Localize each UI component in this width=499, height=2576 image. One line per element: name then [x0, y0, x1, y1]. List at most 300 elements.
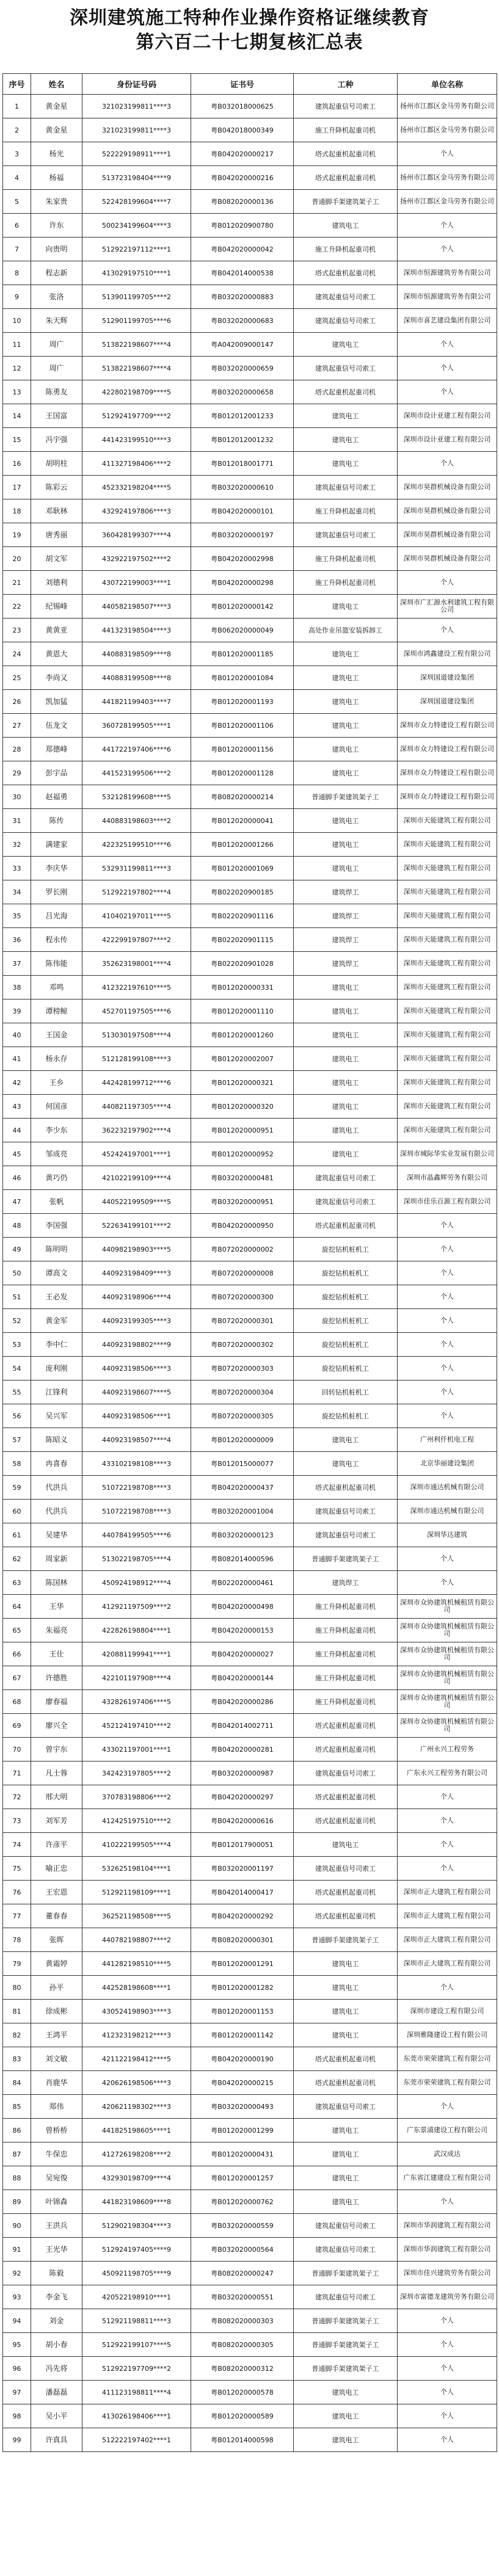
- cell-job-type: 旋挖钻机桩机工: [294, 1238, 398, 1261]
- cell-id-number: 321023199811****3: [82, 95, 191, 118]
- cell-unit-name: 深圳国道建设集团: [398, 666, 497, 690]
- table-row: [3, 1452, 497, 1476]
- cell-job-type: 建筑起重信号司索工: [294, 476, 398, 499]
- cell-id-number: 440784199505****6: [82, 1523, 191, 1547]
- table-row: [3, 285, 497, 309]
- cell-id-number: 452424197001****1: [82, 1142, 191, 1166]
- cell-unit-name: 深圳市设计亚建工程有限公司: [398, 404, 497, 428]
- cell-id-number: 432930198709****4: [82, 2166, 191, 2190]
- cell-id-number: 513723198404****9: [82, 166, 191, 190]
- cell-job-type: 施工升降机起重司机: [294, 238, 398, 261]
- cell-job-type: 旋挖钻机桩机工: [294, 1333, 398, 1357]
- cell-name: 陈伟能: [31, 952, 82, 976]
- cell-certificate-number: 粤B012020000320: [191, 1095, 294, 1119]
- cell-name: 朱福亮: [31, 1619, 82, 1642]
- cell-certificate-number: 粤B022020900185: [191, 880, 294, 904]
- cell-seq: 22: [3, 595, 31, 619]
- table-row: [3, 261, 497, 285]
- cell-job-type: 建筑电工: [294, 1428, 398, 1452]
- cell-name: 王国富: [31, 404, 82, 428]
- cell-seq: 67: [3, 1666, 31, 1690]
- cell-unit-name: 深圳市天能建筑工程有限公司: [398, 1095, 497, 1119]
- cell-name: 彭宇品: [31, 761, 82, 785]
- cell-id-number: 512922197709****2: [82, 2357, 191, 2381]
- cell-seq: 94: [3, 2309, 31, 2333]
- cell-seq: 35: [3, 904, 31, 928]
- cell-job-type: 建筑电工: [294, 1071, 398, 1095]
- cell-job-type: 建筑电工: [294, 1833, 398, 1857]
- table-row: [3, 2047, 497, 2071]
- cell-id-number: 452124197410****2: [82, 1714, 191, 1738]
- table-row: [3, 1000, 497, 1023]
- cell-job-type: 回转钻机桩机工: [294, 1381, 398, 1404]
- cell-job-type: 建筑电工: [294, 1142, 398, 1166]
- cell-unit-name: 深圳市天能建筑工程有限公司: [398, 1071, 497, 1095]
- cell-id-number: 440923199305****3: [82, 1309, 191, 1333]
- cell-name: 王鸿平: [31, 2023, 82, 2047]
- cell-certificate-number: 粤B012020001156: [191, 738, 294, 761]
- cell-unit-name: 深圳华达建筑: [398, 1523, 497, 1547]
- cell-certificate-number: 粤B032020000987: [191, 1761, 294, 1785]
- cell-id-number: 422802198709****5: [82, 380, 191, 404]
- cell-name: 冉喜春: [31, 1452, 82, 1476]
- cell-seq: 78: [3, 1928, 31, 1952]
- cell-certificate-number: 粤B072020000302: [191, 1333, 294, 1357]
- cell-name: 许真具: [31, 2428, 82, 2452]
- cell-certificate-number: 粤B072020000008: [191, 1261, 294, 1285]
- cell-job-type: 建筑起重信号司索工: [294, 2095, 398, 2119]
- cell-job-type: 施工升降机起重司机: [294, 1595, 398, 1619]
- cell-seq: 6: [3, 214, 31, 238]
- cell-unit-name: 个人: [398, 1833, 497, 1857]
- table-row: [3, 2309, 497, 2333]
- page-title: 深圳建筑施工特种作业操作资格证继续教育: [70, 7, 429, 29]
- cell-job-type: 建筑焊工: [294, 1571, 398, 1595]
- cell-unit-name: 个人: [398, 1333, 497, 1357]
- table-row: [3, 214, 497, 238]
- table-row: [3, 1761, 497, 1785]
- cell-certificate-number: 粤B042020000215: [191, 2071, 294, 2095]
- table-row: [3, 809, 497, 833]
- table-row: [3, 309, 497, 333]
- cell-certificate-number: 粤B042020000950: [191, 1214, 294, 1238]
- cell-job-type: 普通脚手架建筑架子工: [294, 2309, 398, 2333]
- cell-unit-name: 个人: [398, 2357, 497, 2381]
- table-row: [3, 1785, 497, 1809]
- cell-name: 陈勇友: [31, 380, 82, 404]
- cell-unit-name: 深圳市富德龙建筑劳务有限公司: [398, 2285, 497, 2309]
- cell-name: 牛保忠: [31, 2142, 82, 2166]
- table-row: [3, 333, 497, 357]
- cell-name: 张帆: [31, 1190, 82, 1214]
- table-row: [3, 118, 497, 142]
- table-row: [3, 1500, 497, 1523]
- table-row: [3, 1357, 497, 1381]
- cell-job-type: 普通脚手架建筑架子工: [294, 1928, 398, 1952]
- cell-certificate-number: 粤B042020000292: [191, 1904, 294, 1928]
- cell-job-type: 普通脚手架建筑架子工: [294, 190, 398, 214]
- cell-certificate-number: 粤B062020000049: [191, 619, 294, 642]
- cell-name: 何国彦: [31, 1095, 82, 1119]
- table-header-row: [3, 74, 497, 95]
- cell-id-number: 422325199510****6: [82, 833, 191, 857]
- cell-seq: 58: [3, 1452, 31, 1476]
- cell-unit-name: 广州永兴工程劳务: [398, 1738, 497, 1761]
- cell-certificate-number: 粤B012018001771: [191, 452, 294, 476]
- cell-name: 李金飞: [31, 2285, 82, 2309]
- cell-name: 许东: [31, 214, 82, 238]
- cell-id-number: 440982198903****5: [82, 1238, 191, 1261]
- cell-unit-name: 深圳市设计亚建工程有限公司: [398, 428, 497, 452]
- cell-certificate-number: 粤B012020000331: [191, 976, 294, 1000]
- cell-name: 程志新: [31, 261, 82, 285]
- cell-unit-name: 个人: [398, 238, 497, 261]
- table-row: [3, 523, 497, 547]
- cell-unit-name: 深圳市昊群机械设备有限公司: [398, 547, 497, 571]
- cell-unit-name: 深圳市天能建筑工程有限公司: [398, 880, 497, 904]
- cell-id-number: 412921197509****2: [82, 1595, 191, 1619]
- cell-seq: 80: [3, 1976, 31, 2000]
- cell-seq: 37: [3, 952, 31, 976]
- cell-id-number: 440923198506****3: [82, 1357, 191, 1381]
- cell-seq: 89: [3, 2190, 31, 2214]
- cell-certificate-number: 粤B032020000951: [191, 1190, 294, 1214]
- cell-certificate-number: 粤B022020901116: [191, 904, 294, 928]
- table-row: [3, 2381, 497, 2404]
- cell-name: 唐秀丽: [31, 523, 82, 547]
- cell-name: 邢大明: [31, 1785, 82, 1809]
- header-job-type: 工种: [294, 74, 398, 95]
- cell-id-number: 342423197805****2: [82, 1761, 191, 1785]
- cell-unit-name: 个人: [398, 1857, 497, 1881]
- cell-seq: 68: [3, 1690, 31, 1714]
- cell-id-number: 412323198212****3: [82, 2023, 191, 2047]
- cell-job-type: 塔式起重机起重司机: [294, 166, 398, 190]
- cell-certificate-number: 粤B012020000321: [191, 1071, 294, 1095]
- cell-unit-name: 个人: [398, 1785, 497, 1809]
- cell-seq: 18: [3, 499, 31, 523]
- table-row: [3, 1095, 497, 1119]
- cell-seq: 29: [3, 761, 31, 785]
- cell-id-number: 412726198208****2: [82, 2142, 191, 2166]
- cell-seq: 69: [3, 1714, 31, 1738]
- cell-name: 刘文敏: [31, 2047, 82, 2071]
- cell-job-type: 施工升降机起重司机: [294, 118, 398, 142]
- cell-unit-name: 深圳市天能建筑工程有限公司: [398, 1000, 497, 1023]
- table-row: [3, 1476, 497, 1500]
- cell-name: 张晖: [31, 1928, 82, 1952]
- cell-id-number: 512901199705****6: [82, 309, 191, 333]
- cell-certificate-number: 粤B042020000298: [191, 571, 294, 595]
- cell-certificate-number: 粤B012020900780: [191, 214, 294, 238]
- cell-job-type: 建筑电工: [294, 666, 398, 690]
- cell-job-type: 建筑电工: [294, 1452, 398, 1476]
- cell-name: 郑伟: [31, 2095, 82, 2119]
- cell-unit-name: 深圳市众力特建设工程有限公司: [398, 785, 497, 809]
- cell-id-number: 522634199101****2: [82, 1214, 191, 1238]
- cell-certificate-number: 粤B042020000217: [191, 142, 294, 166]
- cell-unit-name: 个人: [398, 214, 497, 238]
- cell-id-number: 432922197502****2: [82, 547, 191, 571]
- cell-job-type: 建筑电工: [294, 2381, 398, 2404]
- cell-job-type: 塔式起重机起重司机: [294, 1476, 398, 1500]
- table-row: [3, 1047, 497, 1071]
- cell-certificate-number: 粤B012020000762: [191, 2190, 294, 2214]
- cell-id-number: 421122198412****5: [82, 2047, 191, 2071]
- table-row: [3, 380, 497, 404]
- table-row: [3, 2119, 497, 2142]
- cell-seq: 34: [3, 880, 31, 904]
- cell-id-number: 500234199604****3: [82, 214, 191, 238]
- cell-name: 陈国林: [31, 1571, 82, 1595]
- cell-seq: 48: [3, 1214, 31, 1238]
- cell-certificate-number: 粤B042020000498: [191, 1595, 294, 1619]
- cell-id-number: 420621198302****3: [82, 2095, 191, 2119]
- cell-unit-name: 扬州市江都区金马劳务有限公司: [398, 166, 497, 190]
- cell-id-number: 433021197001****1: [82, 1738, 191, 1761]
- cell-unit-name: 深圳市天能建筑工程有限公司: [398, 833, 497, 857]
- cell-unit-name: 深圳市佳乐百源工程有限公司: [398, 1190, 497, 1214]
- cell-unit-name: 深圳市恒源建筑劳务有限公司: [398, 285, 497, 309]
- cell-certificate-number: 粤B012020001282: [191, 1976, 294, 2000]
- cell-job-type: 施工升降机起重司机: [294, 571, 398, 595]
- cell-seq: 10: [3, 309, 31, 333]
- cell-unit-name: 深圳市城际华实业发展有限公司: [398, 1142, 497, 1166]
- cell-id-number: 522428199604****7: [82, 190, 191, 214]
- cell-id-number: 440923198802****9: [82, 1333, 191, 1357]
- cell-unit-name: 东莞市荣荣建筑工程有限公司: [398, 2071, 497, 2095]
- table-row: [3, 904, 497, 928]
- cell-unit-name: 深圳市喜艺建设集团有限公司: [398, 309, 497, 333]
- cell-id-number: 441523199506****2: [82, 761, 191, 785]
- cell-unit-name: 个人: [398, 2190, 497, 2214]
- cell-name: 朱家贵: [31, 190, 82, 214]
- cell-job-type: 建筑起重信号司索工: [294, 285, 398, 309]
- cell-certificate-number: 粤B082020000136: [191, 190, 294, 214]
- cell-job-type: 建筑起重信号司索工: [294, 1523, 398, 1547]
- cell-id-number: 440522199509****5: [82, 1190, 191, 1214]
- cell-job-type: 建筑电工: [294, 1000, 398, 1023]
- cell-id-number: 512222197402****1: [82, 2428, 191, 2452]
- cell-seq: 61: [3, 1523, 31, 1547]
- cell-certificate-number: 粤B012020001257: [191, 2166, 294, 2190]
- cell-job-type: 建筑电工: [294, 214, 398, 238]
- table-row: [3, 1119, 497, 1142]
- cell-seq: 27: [3, 714, 31, 738]
- cell-certificate-number: 粤B012020001291: [191, 1952, 294, 1976]
- cell-unit-name: 个人: [398, 1571, 497, 1595]
- cell-unit-name: 深圳市恒源建筑劳务有限公司: [398, 261, 497, 285]
- cell-id-number: 441821199403****7: [82, 690, 191, 714]
- cell-unit-name: 个人: [398, 1381, 497, 1404]
- cell-job-type: 塔式起重机起重司机: [294, 1714, 398, 1738]
- cell-certificate-number: 粤B012012001233: [191, 404, 294, 428]
- table-row: [3, 428, 497, 452]
- table-row: [3, 952, 497, 976]
- cell-seq: 91: [3, 2238, 31, 2262]
- cell-certificate-number: 粤B042014002711: [191, 1714, 294, 1738]
- cell-unit-name: 深圳市通达机械有限公司: [398, 1500, 497, 1523]
- cell-job-type: 建筑起重信号司索工: [294, 2238, 398, 2262]
- cell-seq: 49: [3, 1238, 31, 1261]
- cell-id-number: 422826198804****1: [82, 1619, 191, 1642]
- cell-certificate-number: 粤B072020000301: [191, 1309, 294, 1333]
- cell-certificate-number: 粤B012020001110: [191, 1000, 294, 1023]
- table-row: [3, 1333, 497, 1357]
- table-row: [3, 666, 497, 690]
- cell-seq: 99: [3, 2428, 31, 2452]
- cell-job-type: 建筑起重信号司索工: [294, 1500, 398, 1523]
- cell-certificate-number: 粤B022020901028: [191, 952, 294, 976]
- table-row: [3, 2023, 497, 2047]
- cell-name: 代洪兵: [31, 1476, 82, 1500]
- cell-unit-name: 深圳市天能建筑工程有限公司: [398, 904, 497, 928]
- cell-seq: 70: [3, 1738, 31, 1761]
- cell-id-number: 532931199811****3: [82, 857, 191, 880]
- cell-seq: 77: [3, 1904, 31, 1928]
- cell-id-number: 512924197709****2: [82, 404, 191, 428]
- cell-job-type: 建筑电工: [294, 595, 398, 619]
- table-row: [3, 476, 497, 499]
- cell-seq: 85: [3, 2095, 31, 2119]
- cell-name: 朱天辉: [31, 309, 82, 333]
- cell-job-type: 建筑电工: [294, 2023, 398, 2047]
- cell-job-type: 建筑电工: [294, 857, 398, 880]
- cell-unit-name: 深圳市昊群机械设备有限公司: [398, 499, 497, 523]
- cell-id-number: 422101197908****4: [82, 1666, 191, 1690]
- cell-name: 邓鸣: [31, 976, 82, 1000]
- cell-certificate-number: 粤B042020000190: [191, 2047, 294, 2071]
- cell-name: 曾桥桥: [31, 2119, 82, 2142]
- cell-seq: 24: [3, 642, 31, 666]
- cell-seq: 65: [3, 1619, 31, 1642]
- cell-seq: 95: [3, 2333, 31, 2357]
- cell-unit-name: 扬州市江都区金马劳务有限公司: [398, 118, 497, 142]
- cell-job-type: 建筑电工: [294, 1976, 398, 2000]
- cell-seq: 39: [3, 1000, 31, 1023]
- cell-job-type: 建筑电工: [294, 833, 398, 857]
- cell-certificate-number: 粤B042020000153: [191, 1619, 294, 1642]
- cell-seq: 97: [3, 2381, 31, 2404]
- cell-name: 陈传: [31, 809, 82, 833]
- cell-unit-name: 个人: [398, 1309, 497, 1333]
- table-row: [3, 833, 497, 857]
- cell-unit-name: 深圳市建设工程有限公司: [398, 2000, 497, 2023]
- cell-job-type: 建筑起重信号司索工: [294, 1857, 398, 1881]
- cell-job-type: 塔式起重机起重司机: [294, 1904, 398, 1928]
- cell-unit-name: 广东永兴工程劳务有限公司: [398, 1761, 497, 1785]
- cell-id-number: 441282198510****5: [82, 1952, 191, 1976]
- cell-id-number: 420522198910****1: [82, 2285, 191, 2309]
- cell-seq: 33: [3, 857, 31, 880]
- cell-name: 周广: [31, 357, 82, 380]
- cell-certificate-number: 粤B042020000616: [191, 1809, 294, 1833]
- cell-unit-name: 个人: [398, 2428, 497, 2452]
- cell-seq: 8: [3, 261, 31, 285]
- cell-id-number: 512921198811****3: [82, 2309, 191, 2333]
- cell-certificate-number: 粤B012020001142: [191, 2023, 294, 2047]
- cell-job-type: 建筑起重信号司索工: [294, 523, 398, 547]
- table-row: [3, 1595, 497, 1619]
- cell-unit-name: 北京华丽建设集团: [398, 1452, 497, 1476]
- cell-seq: 26: [3, 690, 31, 714]
- cell-certificate-number: 粤B012012001232: [191, 428, 294, 452]
- cell-certificate-number: 粤B032020000683: [191, 309, 294, 333]
- cell-unit-name: 个人: [398, 1357, 497, 1381]
- cell-id-number: 522229198911****1: [82, 142, 191, 166]
- cell-unit-name: 个人: [398, 1214, 497, 1238]
- cell-certificate-number: 粤B042018000349: [191, 118, 294, 142]
- table-row: [3, 1309, 497, 1333]
- table-row: [3, 452, 497, 476]
- cell-name: 刘军芳: [31, 1809, 82, 1833]
- cell-id-number: 422299197807****2: [82, 928, 191, 952]
- cell-id-number: 512902198304****3: [82, 2214, 191, 2238]
- cell-name: 冯宇强: [31, 428, 82, 452]
- cell-seq: 30: [3, 785, 31, 809]
- cell-seq: 16: [3, 452, 31, 476]
- cell-id-number: 452701197505****6: [82, 1000, 191, 1023]
- cell-seq: 44: [3, 1119, 31, 1142]
- cell-seq: 73: [3, 1809, 31, 1833]
- cell-unit-name: 深圳市天能建筑工程有限公司: [398, 857, 497, 880]
- cell-job-type: 塔式起重机起重司机: [294, 261, 398, 285]
- cell-seq: 57: [3, 1428, 31, 1452]
- cell-certificate-number: 粤B042020000286: [191, 1690, 294, 1714]
- cell-name: 纪锡峰: [31, 595, 82, 619]
- cell-unit-name: 广州利仟机电工程: [398, 1428, 497, 1452]
- cell-unit-name: 个人: [398, 2333, 497, 2357]
- cell-unit-name: 个人: [398, 1285, 497, 1309]
- cell-id-number: 512922199107****5: [82, 2333, 191, 2357]
- cell-unit-name: 深圳市众力特建设工程有限公司: [398, 738, 497, 761]
- cell-name: 廖春福: [31, 1690, 82, 1714]
- cell-seq: 41: [3, 1047, 31, 1071]
- cell-id-number: 452332198204****5: [82, 476, 191, 499]
- table-row: [3, 1428, 497, 1452]
- table-row: [3, 166, 497, 190]
- cell-id-number: 412425197510****2: [82, 1809, 191, 1833]
- cell-name: 李少东: [31, 1119, 82, 1142]
- cell-name: 王洪兵: [31, 2214, 82, 2238]
- cell-seq: 25: [3, 666, 31, 690]
- cell-unit-name: 深圳市佳兴建筑劳务有限公司: [398, 2262, 497, 2285]
- cell-certificate-number: 粤B042020002998: [191, 547, 294, 571]
- cell-id-number: 513030197508****4: [82, 1023, 191, 1047]
- cell-certificate-number: 粤B072020000304: [191, 1381, 294, 1404]
- table-row: [3, 880, 497, 904]
- cell-unit-name: 深圳市众协建筑机械租赁有限公司: [398, 1595, 497, 1619]
- cell-certificate-number: 粤B082020000301: [191, 1928, 294, 1952]
- cell-seq: 20: [3, 547, 31, 571]
- cell-name: 伍龙文: [31, 714, 82, 738]
- cell-seq: 64: [3, 1595, 31, 1619]
- cell-certificate-number: 粤B012020000578: [191, 2381, 294, 2404]
- cell-job-type: 建筑电工: [294, 2404, 398, 2428]
- cell-name: 李国强: [31, 1214, 82, 1238]
- cell-certificate-number: 粤B042020000216: [191, 166, 294, 190]
- cell-id-number: 413029197510****1: [82, 261, 191, 285]
- table-row: [3, 571, 497, 595]
- cell-seq: 5: [3, 190, 31, 214]
- cell-certificate-number: 粤B072020000305: [191, 1404, 294, 1428]
- cell-id-number: 440883198509****8: [82, 642, 191, 666]
- cell-id-number: 440923198506****1: [82, 1404, 191, 1428]
- cell-seq: 82: [3, 2023, 31, 2047]
- cell-job-type: 建筑电工: [294, 642, 398, 666]
- cell-certificate-number: 粤B042020000437: [191, 1476, 294, 1500]
- table-row: [3, 714, 497, 738]
